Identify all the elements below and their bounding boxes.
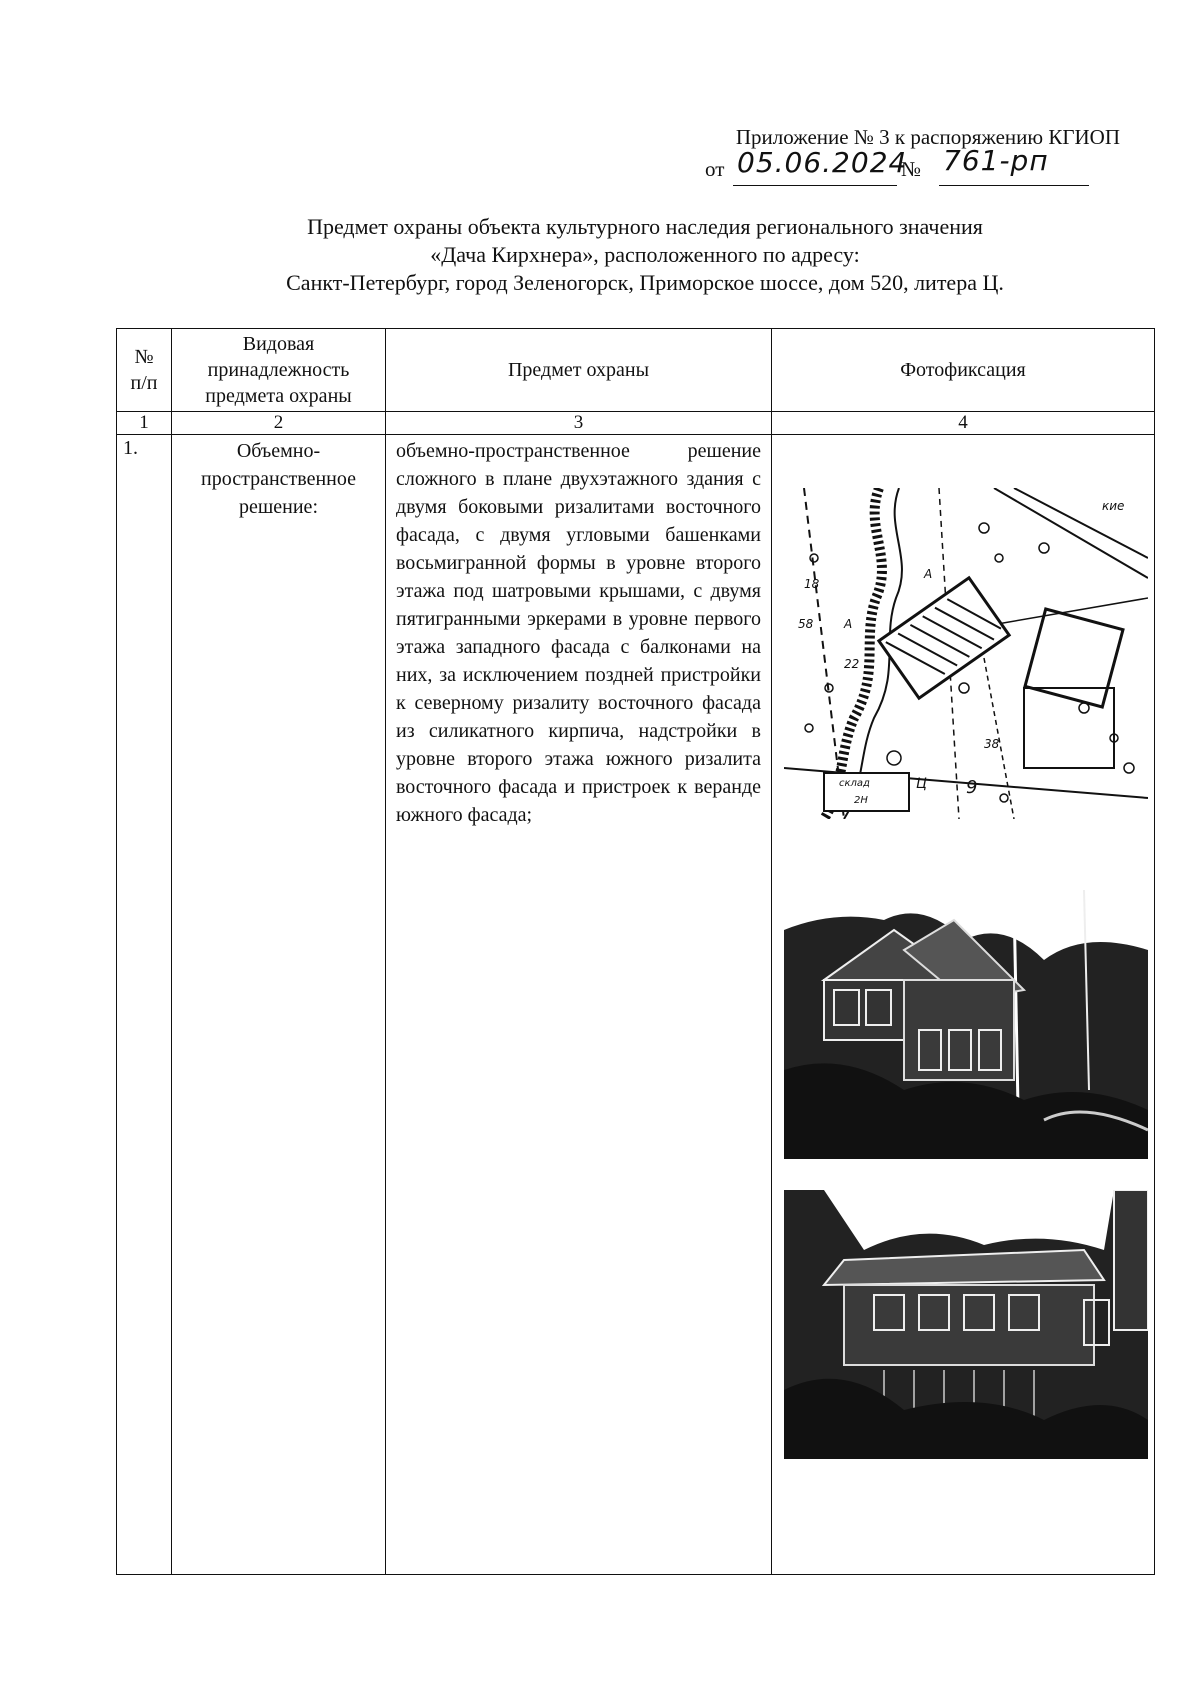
number-underline	[939, 185, 1089, 186]
svg-text:склад: склад	[839, 778, 870, 789]
row-photos	[772, 435, 1155, 1575]
protection-table	[116, 328, 1155, 1575]
row-subject: объемно-пространственное решение сложного в плане двухэтажного здания с двумя боковыми ризалитами восточного фасада, с двумя угловыми башенками восьмигранной формы в уровне второго этажа под шатровыми крышами, с двумя пятигранными эркерами в уровне первого этажа западного фасада с балконами на них, за исключением поздней пристройки к северному ризалиту восточного фасада из силикатного кирпича, надстройки в уровне второго этажа южного ризалита восточного фасада и пристроек к веранде южного фасада;	[386, 435, 772, 1575]
document-title	[0, 213, 1200, 297]
row-type: Объемно- пространственное решение:	[172, 435, 386, 1575]
handwritten-date: 05.06.2024	[737, 146, 908, 179]
handwritten-number: 761-рп	[943, 144, 1049, 177]
header-subject: Предмет охраны	[386, 329, 772, 412]
svg-text:Ц: Ц	[916, 776, 927, 792]
svg-text:кие: кие	[1102, 499, 1125, 513]
header-type: Видовая принадлежность предмета охраны	[172, 329, 386, 412]
svg-text:22: 22	[844, 657, 860, 671]
appendix-header	[640, 124, 1120, 181]
svg-text:2Н: 2Н	[854, 795, 868, 806]
date-underline	[733, 185, 897, 186]
svg-text:58: 58	[798, 617, 814, 631]
number-label: №	[901, 157, 922, 181]
index-cell: 4	[772, 412, 1155, 435]
index-cell: 3	[386, 412, 772, 435]
title-line-1: Предмет охраны объекта культурного наследия регионального значения	[307, 214, 983, 239]
svg-text:9: 9	[966, 777, 978, 798]
table-row	[117, 435, 1155, 1575]
index-cell: 1	[117, 412, 172, 435]
site-plan-image	[784, 488, 1148, 819]
svg-text:38: 38	[984, 737, 1000, 751]
appendix-title: Приложение № 3 к распоряжению КГИОП	[735, 125, 1120, 149]
header-number: № п/п	[117, 329, 172, 412]
svg-text:А: А	[844, 617, 853, 631]
title-line-2: «Дача Кирхнера», расположенного по адресу:	[430, 242, 860, 267]
house-photo-2	[784, 1190, 1148, 1459]
header-photos: Фотофиксация	[772, 329, 1155, 412]
title-line-3: Санкт-Петербург, город Зеленогорск, Приморское шоссе, дом 520, литера Ц.	[286, 270, 1004, 295]
appendix-date-line	[705, 144, 1125, 192]
house-photo-1	[784, 890, 1148, 1159]
svg-text:А: А	[924, 567, 933, 581]
row-number: 1.	[117, 435, 172, 1575]
table-index-row	[117, 412, 1155, 435]
table-header-row	[117, 329, 1155, 412]
date-prefix: от	[705, 157, 725, 181]
svg-text:18: 18	[804, 577, 820, 591]
index-cell: 2	[172, 412, 386, 435]
